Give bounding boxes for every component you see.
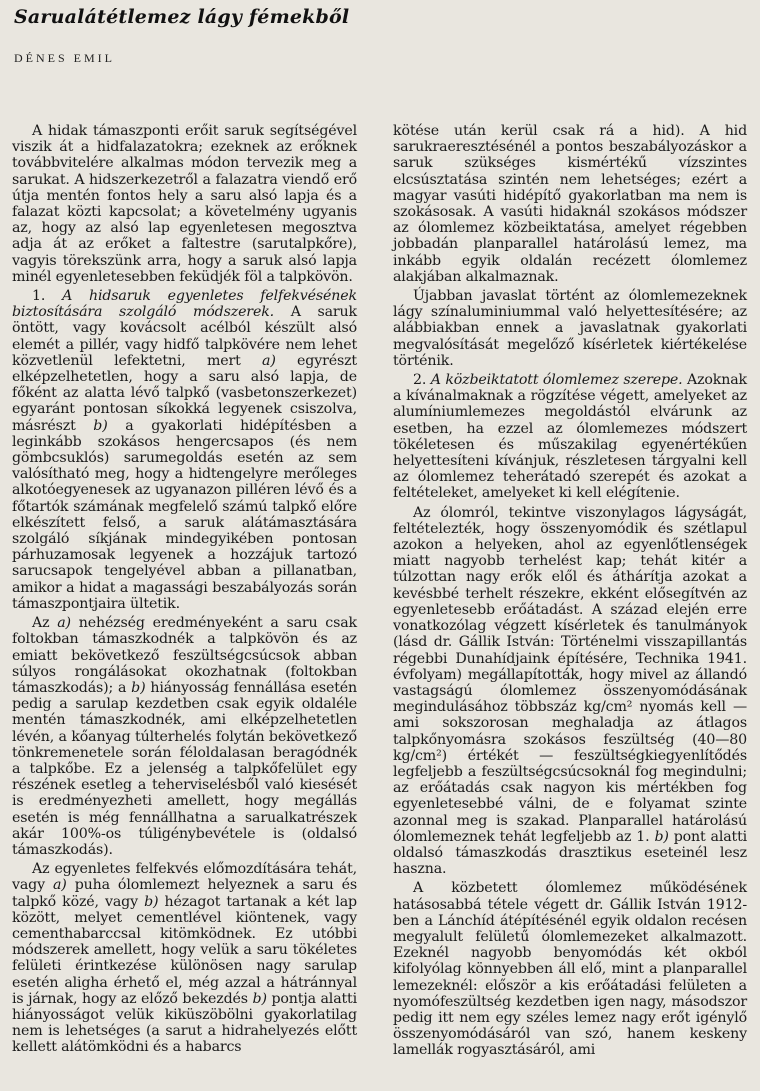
paragraph	[393, 372, 747, 502]
paragraph	[12, 123, 357, 285]
paragraph-text: nehézség eredményeként a saru csak foltokban támaszkodnék a talpkövön és az emiatt bekövetkező feszültségcsúcsok abban súlyos rongálásokat okozhatnak (foltokban támaszkodás); a	[12, 615, 357, 696]
paragraph-text: hézagot tartanak a két lap között, melyet cementlével kiöntenek, vagy cementhabarccsal kitömködnek. Ez utóbbi módszerek amellett, hogy velük a saru tökéletes felületi érintkezése különösen nagy sarulap esetén aligha érhető el, még azzal a hátránnyal is járnak, hogy az előző bekezdés	[12, 893, 357, 1007]
paragraph	[393, 123, 747, 285]
paragraph-text: kötése után kerül csak rá a hid). A hid sarukraeresztésénél a pontos beszabályozáskor a saruk szükséges kismértékű vízszintes elcsúsztatása szintén nem lehetséges; ezért a magyar vasúti hidépítő gyakorlatban ma nem is szokásosak. A vasúti hidaknál szokásos módszer az ólomlemez közbeiktatása, amelyet régebben jobbadán planparallel határolású lemez, ma inkább egyik oldalán recézett ólomlemez alakjában alkalmaznak.	[393, 123, 747, 285]
paragraph-text: egyrészt elképzelhetetlen, hogy a saru alsó lapja, de főként az alatta lévő talpkő (vasbetonszerkezet) egyaránt pontosan síkokká legyenek csiszolva, másrészt	[12, 352, 357, 434]
paragraph	[393, 505, 747, 878]
emphasis-text: b)	[252, 990, 267, 1007]
emphasis-text: a)	[57, 615, 71, 632]
paragraph-text: pontja alatti hiányosságot velük kiküszöbölni gyakorlatilag nem is lehetséges (a sarut a hidrahelyezés előtt kellett alátömködni és a habarcs	[12, 990, 357, 1056]
article-title: Sarualátétlemez lágy fémekből	[14, 6, 350, 28]
paragraph	[12, 288, 357, 612]
paragraph	[12, 861, 357, 1055]
paragraph-text: pont alatti oldalsó támaszkodás drasztikus eseteinél lesz haszna.	[393, 828, 748, 878]
paragraph	[12, 615, 357, 858]
paragraph-text: 2.	[413, 372, 431, 389]
emphasis-text: b)	[131, 679, 146, 696]
emphasis-text: a)	[262, 352, 276, 369]
paragraph	[393, 880, 747, 1058]
paragraph-text: hiányosság fennállása esetén pedig a sarulap kezdetben csak egyik oldaléle mentén támaszkodnék, ami elképzelhetetlen lévén, a kőanyag túlterhelés folytán bekövetkező tönkremenetele során féloldalasan beragódnék a talpkőbe. Ez a jelenség a talpkőfelület egy részének esetleg a teherviselésből való kiesését is eredményezheti amellett, hogy megállás esetén is még fennállhatna a sarualkatrészek akár 100%-os túligénybevétele is (oldalsó támaszkodás).	[12, 679, 357, 858]
paragraph-text: 1.	[32, 288, 63, 305]
paragraph-text: puha ólomlemezt helyeznek a saru és talpkő közé, vagy	[12, 877, 357, 910]
paragraph-text: Az egyenletes felfekvés előmozdítására tehát, vagy	[12, 861, 357, 894]
paragraph-text: Azoknak a kívánalmaknak a rögzítése végett, amelyeket az alumíniumlemezes megoldástól elvárunk az esetben, ha ezzel az ólomlemezes módszert tökéletesen és műszakilag egyenértékűen helyettesíteni kívánjuk, részletesen tárgyalni kell az ólomlemez teherátadó szerepét és azokat a feltételeket, amelyeket ki kell elégítenie.	[393, 372, 747, 502]
emphasis-text: A közbeiktatott ólomlemez szerepe.	[430, 372, 683, 389]
emphasis-text: b)	[654, 828, 669, 845]
paragraph-text: A közbetett ólomlemez működésének hatásosabbá tétele végett dr. Gállik István 1912-ben a Lánchíd átépítésénél egyik oldalon recésen megyalult felületű ólomlemezeket alkalmazott. Ezeknél nagyobb benyomódás két okból kifolyólag könnyebben áll elő, mint a planparallel lemezeknél: először a kis erőátadási felületen a nyomófeszültség kezdetben igen nagy, másodszor pedig itt nem egy széles lemez nagy erőt igénylő összenyomódásáról van szó, hanem keskeny lamellák rogyasztásáról, ami	[393, 880, 747, 1059]
article-author: DÉNES EMIL	[14, 51, 115, 65]
paragraph	[393, 288, 747, 369]
right-column	[393, 123, 747, 1062]
paragraph-text: A hidak támaszponti erőit saruk segítségével viszik át a hidfalazatokra; ezeknek az erőknek továbbvitelére alkalmas módon tervezik meg a sarukat. A hidszerkezetről a falazatra viendő erő útja mentén fontos hely a saru alsó lapja és a falazat közti kapcsolat; a követelmény ugyanis az, hogy az alsó lap egyenletesen megosztva adja át az erőket a faltestre (sarutalpkőre), vagyis törekszünk arra, hogy a saruk alsó lapja minél egyenletesebben feküdjék föl a talpkövön.	[12, 123, 357, 285]
paragraph-text: Az ólomról, tekintve viszonylagos lágyságát, feltételezték, hogy összenyomódik és szétlapul azokon a helyeken, ahol az egyenlőtlenségek miatt nagyobb terhelést kap; tehát kitér a túlzottan nagy erők elől és áthárítja azokat a kevésbbé terhelt részekre, ekként elősegítvén az egyenletesebb erőátadást. A század elején erre vonatkozólag végzett kísérletek és tanulmányok (lásd dr. Gállik István: Történelmi visszapillantás régebbi Dunahídjaink építésére, Technika 1941. évfolyam) megállapították, hogy mivel az állandó vastagságú ólomlemez összenyomódásának megindulásához többszáz kg/cm² nyomás kell — ami sokszorosan meghaladja az átlagos talpkőnyomásra szokásos feszültség (40—80 kg/cm²) értékét — feszültségkiegyenlítődés legfeljebb a feszültségcsúcsoknál fog megindulni; az erőátadás csak nagyon kis mértékben fog egyenletesebbé válni, de e folyamat szinte azonnal meg is szakad. Planparallel határolású ólomlemeznek tehát legfeljebb az 1.	[393, 504, 747, 845]
paragraph-text: a gyakorlati hidépítésben a leginkább szokásos hengercsapos (és nem gömbcsuklós) sarumegoldás esetén az sem valósítható meg, hogy a hidtengelyre merőleges alkotóegyenesek az ugyanazon pilléren lévő és a főtartók számának megfelelő számú talpkő előre elkészített felső, a saruk alátámasztására szolgáló síkjának mindegyikében pontosan párhuzamosak legyenek a hozzájuk tartozó sarucsapok tengelyével abban a pillanatban, amikor a hidat a magassági beszabályozás során támaszpontjaira ültetik.	[12, 417, 357, 612]
paragraph-text: Az	[32, 615, 58, 632]
left-column	[12, 123, 357, 1059]
paragraph-text: A saruk öntött, vagy kovácsolt acélból készült alsó elemét a pillér, vagy hidfő talpkövére nem lehet közvetlenül lefektetni, mert	[12, 304, 357, 369]
emphasis-text: b)	[144, 893, 159, 910]
emphasis-text: b)	[93, 417, 108, 434]
emphasis-text: A hidsaruk egyenletes felfekvésének biztosítására szolgáló módszerek.	[12, 288, 357, 321]
paragraph-text: Újabban javaslat történt az ólomlemezeknek lágy színaluminiummal való helyettesítésére; az alábbiakban ennek a javaslatnak gyakorlati megvalósítását megelőző kísérletek kiértékelése történik.	[393, 288, 747, 369]
emphasis-text: a)	[52, 877, 67, 894]
